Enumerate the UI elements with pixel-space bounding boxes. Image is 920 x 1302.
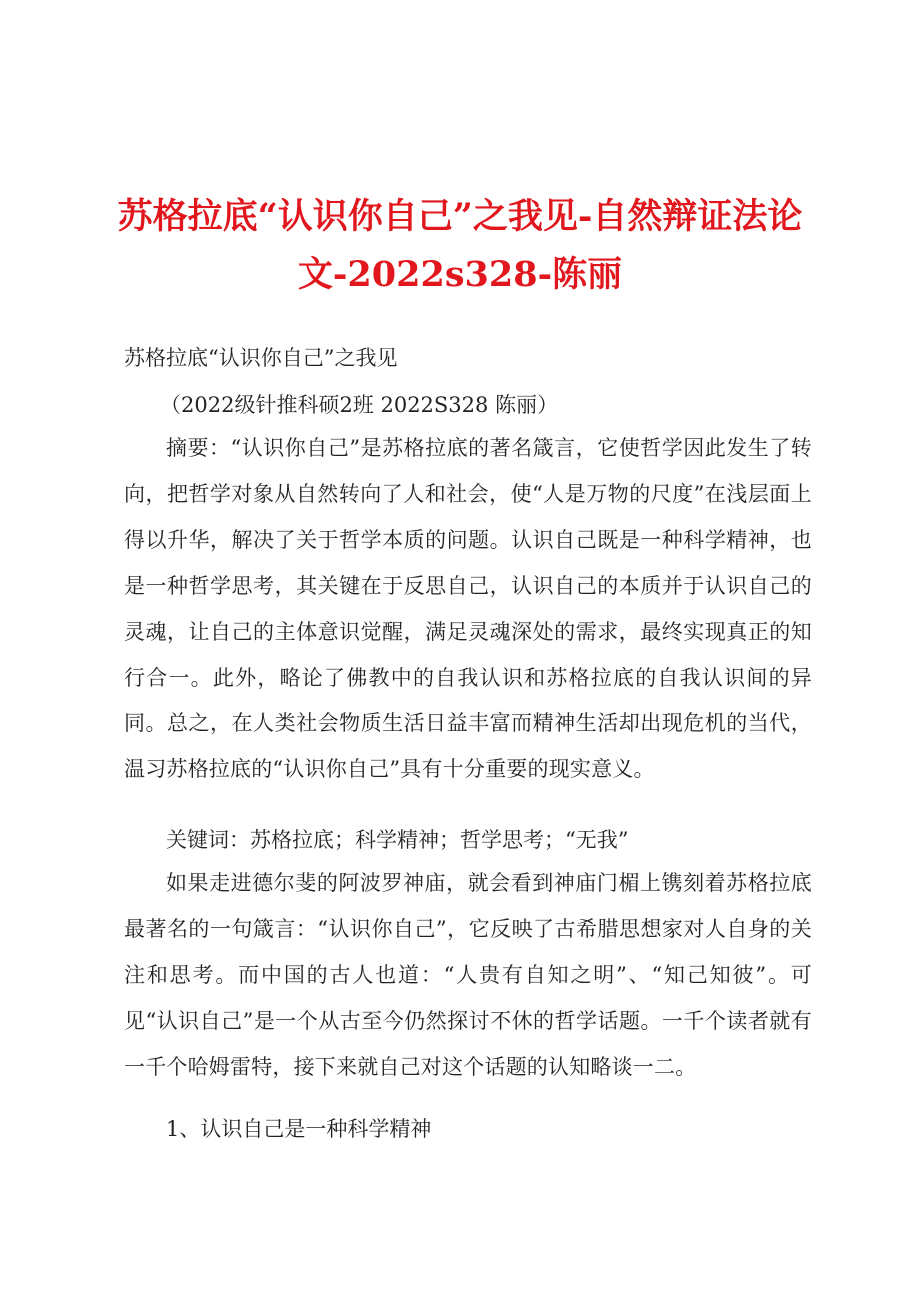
- keywords-line: 关键词：苏格拉底；科学精神；哲学思考；“无我”: [166, 828, 629, 852]
- document-title: 苏格拉底“认识你自己”之我见-自然辩证法论文-2022s328-陈丽: [117, 196, 803, 295]
- author-line: （2022级针推科硕2班 2022S328 陈丽）: [160, 393, 559, 417]
- section-heading-1: 1、认识自己是一种科学精神: [166, 1117, 432, 1141]
- article-subtitle: 苏格拉底“认识你自己”之我见: [124, 346, 398, 370]
- abstract-paragraph: 摘要：“认识你自己”是苏格拉底的著名箴言，它使哲学因此发生了转向，把哲学对象从自然转向了人和社会，使“人是万物的尺度”在浅层面上得以升华，解决了关于哲学本质的问题。认识自己既是一种科学精神，也是一种哲学思考，其关键在于反思自己，认识自己的本质并于认识自己的灵魂，让自己的主体意识觉醒，满足灵魂深处的需求，最终实现真正的知行合一。此外，略论了佛教中的自我认识和苏格拉底的自我认识间的异同。总之，在人类社会物质生活日益丰富而精神生活却出现危机的当代，温习苏格拉底的“认识你自己”具有十分重要的现实意义。: [124, 436, 812, 782]
- intro-paragraph: 如果走进德尔斐的阿波罗神庙，就会看到神庙门楣上镌刻着苏格拉底最著名的一句箴言：“认识你自己”，它反映了古希腊思想家对人自身的关注和思考。而中国的古人也道：“人贵有自知之明”、“知己知彼”。可见“认识自己”是一个从古至今仍然探讨不休的哲学话题。一千个读者就有一千个哈姆雷特，接下来就自己对这个话题的认知略谈一二。: [124, 871, 812, 1079]
